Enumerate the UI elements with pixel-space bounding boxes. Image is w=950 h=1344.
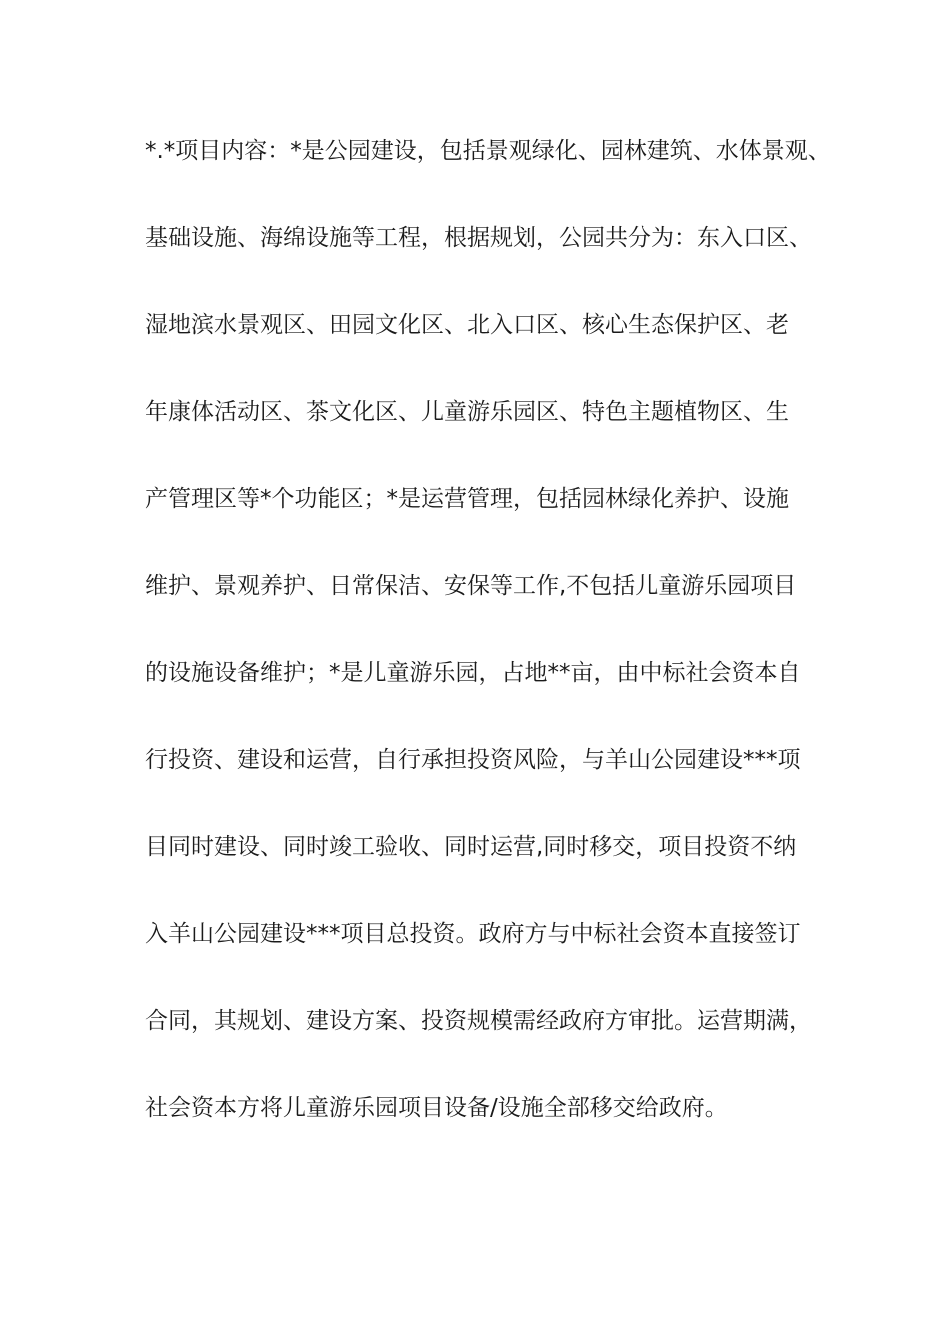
body-paragraph xyxy=(145,128,845,1172)
text-line-9: 目同时建设、同时竣工验收、同时运营,同时移交，项目投资不纳 xyxy=(145,834,797,860)
text-line-2: 基础设施、海绵设施等工程，根据规划，公园共分为：东入口区、 xyxy=(145,225,812,251)
text-line-5: 产管理区等*个功能区；*是运营管理，包括园林绿化养护、设施 xyxy=(145,486,789,512)
text-line-10: 入羊山公园建设***项目总投资。政府方与中标社会资本直接签订 xyxy=(145,921,801,947)
text-line-3: 湿地滨水景观区、田园文化区、北入口区、核心生态保护区、老 xyxy=(145,312,789,338)
text-line-12: 社会资本方将儿童游乐园项目设备/设施全部移交给政府。 xyxy=(145,1095,728,1121)
text-line-4: 年康体活动区、茶文化区、儿童游乐园区、特色主题植物区、生 xyxy=(145,399,789,425)
text-line-1: *.*项目内容：*是公园建设，包括景观绿化、园林建筑、水体景观、 xyxy=(145,138,831,164)
text-line-11: 合同，其规划、建设方案、投资规模需经政府方审批。运营期满， xyxy=(145,1008,812,1034)
text-line-7: 的设施设备维护；*是儿童游乐园，占地**亩，由中标社会资本自 xyxy=(145,660,801,686)
text-line-6: 维护、景观养护、日常保洁、安保等工作,不包括儿童游乐园项目 xyxy=(145,573,797,599)
text-line-8: 行投资、建设和运营，自行承担投资风险，与羊山公园建设***项 xyxy=(145,747,801,773)
